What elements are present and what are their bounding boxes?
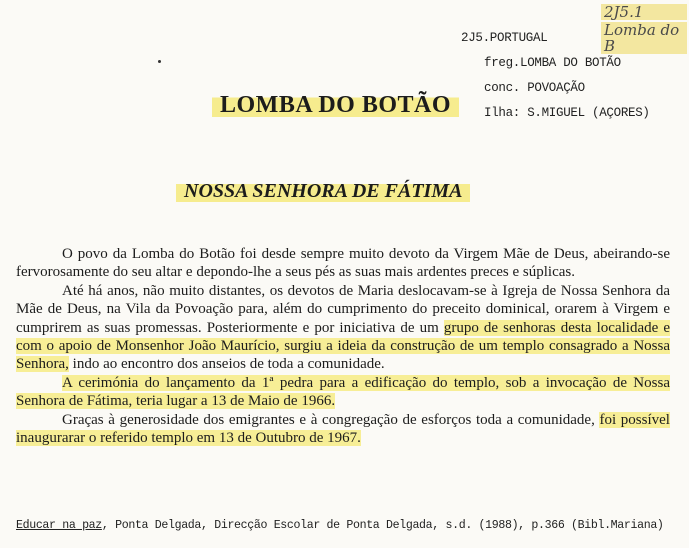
paragraph-4-highlight: foi possível inaugurarar o referido templo em 13 de Outubro de 1967. xyxy=(16,411,670,447)
page-title: LOMBA DO BOTÃO xyxy=(212,92,459,119)
reference-code: 2J5.PORTUGAL xyxy=(461,31,548,45)
article-body xyxy=(16,245,670,447)
paragraph-1-text: O povo da Lomba do Botão foi desde sempre muito devoto da Virgem Mãe de Deus, abeirando-se fervorosamente do seu altar e depondo-lhe a seus pés as suas mais ardentes preces e súplicas. xyxy=(16,246,670,281)
stray-dot xyxy=(158,60,161,63)
catalog-note-line-1: 2J5.1 xyxy=(601,4,687,20)
source-citation xyxy=(16,519,664,532)
reference-ilha: Ilha: S.MIGUEL (AÇORES) xyxy=(484,106,650,120)
paragraph-3-text-c: pedra para a edificação do templo, sob a invocação de Nossa Senhora de Fátima, teria lugar a 13 de Maio de 1966. xyxy=(16,374,670,410)
paragraph-1 xyxy=(16,245,670,282)
reference-freguesia: freg.LOMBA DO BOTÃO xyxy=(484,56,621,70)
source-details: , Ponta Delgada, Direcção Escolar de Ponta Delgada, s.d. (1988), p.366 (Bibl.Mariana) xyxy=(101,519,664,532)
page-subtitle: NOSSA SENHORA DE FÁTIMA xyxy=(176,180,470,203)
paragraph-4 xyxy=(16,411,670,448)
paragraph-2-text-c: indo ao encontro dos anseios de toda a comunidade. xyxy=(68,356,385,373)
paragraph-2-text-a: Até há anos, não muito distantes, os devotos de Maria deslocavam-se à Igreja de Nossa Senhora da Mãe de Deus, na Vila da Povoação para, além do cumprimento do preceito dominical, orarem à Virgem e cumprirem as suas promessas. Posteriormente e por iniciativa de um xyxy=(16,282,670,336)
handwritten-catalog-note xyxy=(601,3,687,55)
paragraph-2-highlight: grupo de senhoras desta localidade e com o apoio de Monsenhor João Maurício, surgiu a ideia da construção de um templo consagrado a Nossa Senhora, xyxy=(16,319,670,373)
paragraph-2 xyxy=(16,282,670,374)
paragraph-3-ordinal: 1ª xyxy=(261,374,274,391)
paragraph-3-text-a: A cerimónia do lançamento da xyxy=(62,374,262,391)
reference-concelho: conc. POVOAÇÃO xyxy=(484,81,585,95)
paragraph-4-text-a: Graças à generosidade dos emigrantes e à congregação de esforços toda a comunidade, xyxy=(62,411,600,428)
source-title: Educar na paz xyxy=(16,519,102,532)
paragraph-3 xyxy=(16,374,670,411)
catalog-note-line-2: Lomba do B xyxy=(601,22,687,54)
